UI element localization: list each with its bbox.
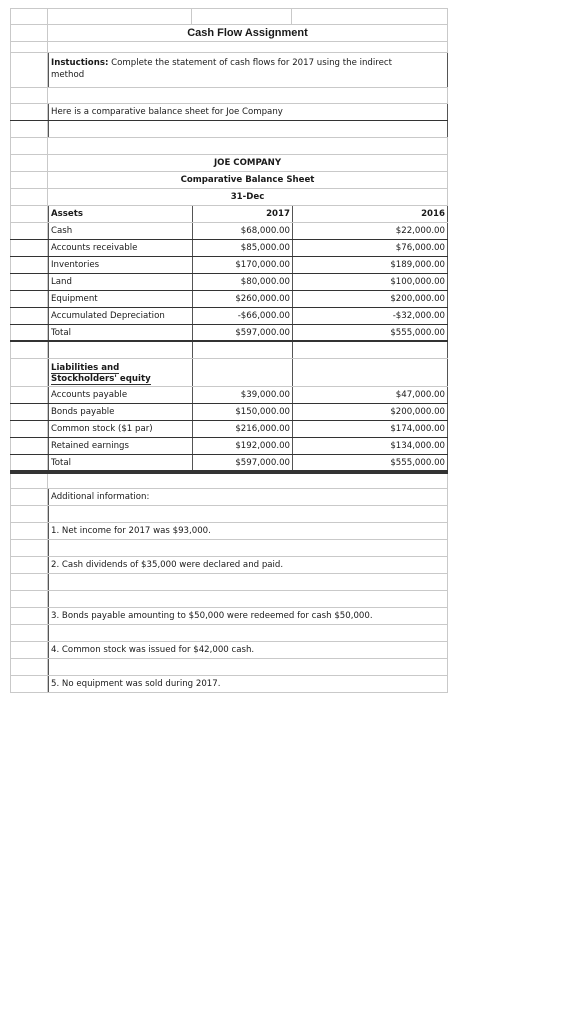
table-row — [10, 291, 448, 308]
additional-item-row — [10, 642, 448, 659]
additional-header-row — [10, 489, 448, 506]
intro-cell[interactable]: Here is a comparative balance sheet for Joe Company — [48, 104, 448, 120]
liabilities-header[interactable] — [48, 359, 192, 386]
value-2016[interactable]: $555,000.00 — [292, 325, 448, 340]
table-row — [10, 240, 448, 257]
total-row — [10, 325, 448, 342]
intro-row — [10, 104, 448, 121]
empty-row — [10, 506, 448, 523]
row-header-cell[interactable] — [10, 474, 48, 488]
row-header-cell[interactable] — [10, 138, 48, 154]
empty-row — [10, 591, 448, 608]
instructions-text: Complete the statement of cash flows for 2017 using the indirect — [108, 58, 392, 68]
row-header-cell[interactable] — [10, 121, 48, 137]
page-title: Cash Flow Assignment — [48, 25, 448, 41]
instructions-label: Instuctions: — [51, 58, 109, 68]
row-label[interactable]: Equipment — [48, 291, 192, 307]
sheet-title-row — [10, 172, 448, 189]
row-header-cell[interactable] — [10, 240, 48, 256]
value-2017[interactable]: $216,000.00 — [192, 421, 292, 437]
additional-item[interactable]: 5. No equipment was sold during 2017. — [48, 676, 448, 692]
additional-item-row — [10, 557, 448, 574]
empty-row — [10, 472, 448, 489]
cell[interactable] — [192, 342, 292, 358]
value-2017[interactable]: $39,000.00 — [192, 387, 292, 403]
value-2016[interactable]: $555,000.00 — [292, 455, 448, 470]
row-header-cell[interactable] — [10, 189, 48, 205]
row-label[interactable]: Total — [48, 455, 192, 470]
row-header-cell[interactable] — [10, 274, 48, 290]
empty-row — [10, 87, 448, 104]
additional-item[interactable]: 2. Cash dividends of $35,000 were declared and paid. — [48, 557, 448, 573]
row-header-cell[interactable] — [10, 42, 48, 52]
cell[interactable] — [48, 42, 448, 52]
additional-item-row — [10, 608, 448, 625]
cell[interactable] — [48, 591, 448, 607]
row-label[interactable]: Cash — [48, 223, 192, 239]
row-header-cell[interactable] — [10, 155, 48, 171]
row-header-cell[interactable] — [10, 9, 48, 24]
value-2017[interactable]: $597,000.00 — [192, 325, 292, 340]
row-header-cell[interactable] — [10, 659, 48, 675]
table-row — [10, 257, 448, 274]
cell[interactable] — [48, 474, 448, 488]
value-2016[interactable]: $47,000.00 — [292, 387, 448, 403]
year-2016-header[interactable]: 2016 — [292, 206, 448, 222]
table-row — [10, 223, 448, 240]
total-row — [10, 455, 448, 472]
row-label[interactable]: Land — [48, 274, 192, 290]
additional-header[interactable]: Additional information: — [48, 489, 448, 505]
row-header-cell[interactable] — [10, 404, 48, 420]
row-header-cell[interactable] — [10, 88, 48, 103]
value-2017[interactable]: -$66,000.00 — [192, 308, 292, 324]
value-2017[interactable]: $80,000.00 — [192, 274, 292, 290]
value-2017[interactable]: $150,000.00 — [192, 404, 292, 420]
row-header-cell[interactable] — [10, 104, 48, 120]
row-header-cell[interactable] — [10, 489, 48, 505]
title-row — [10, 25, 448, 42]
cell[interactable] — [192, 9, 292, 24]
assets-header-row — [10, 206, 448, 223]
row-header-cell[interactable] — [10, 25, 48, 41]
row-label[interactable]: Inventories — [48, 257, 192, 273]
row-header-cell[interactable] — [10, 625, 48, 641]
cell[interactable] — [48, 625, 448, 641]
row-header-cell[interactable] — [10, 591, 48, 607]
value-2016[interactable]: -$32,000.00 — [292, 308, 448, 324]
cell[interactable] — [292, 359, 448, 386]
value-2017[interactable]: $192,000.00 — [192, 438, 292, 454]
row-label[interactable]: Common stock ($1 par) — [48, 421, 192, 437]
additional-item-row — [10, 676, 448, 693]
company-row — [10, 155, 448, 172]
cell[interactable] — [48, 659, 448, 675]
year-2017-header[interactable]: 2017 — [192, 206, 292, 222]
row-header-cell[interactable] — [10, 325, 48, 340]
table-row — [10, 421, 448, 438]
empty-row — [10, 121, 448, 138]
cell[interactable] — [292, 9, 448, 24]
additional-item[interactable]: 3. Bonds payable amounting to $50,000 were redeemed for cash $50,000. — [48, 608, 448, 624]
row-header-cell[interactable] — [10, 608, 48, 624]
row-label[interactable]: Retained earnings — [48, 438, 192, 454]
row-header-cell[interactable] — [10, 172, 48, 188]
row-header-cell[interactable] — [10, 438, 48, 454]
cell[interactable] — [48, 506, 448, 522]
value-2017[interactable]: $260,000.00 — [192, 291, 292, 307]
row-header-cell[interactable] — [10, 291, 48, 307]
row-header-cell[interactable] — [10, 223, 48, 239]
additional-item-row — [10, 523, 448, 540]
spreadsheet — [10, 8, 448, 693]
cell[interactable] — [48, 342, 192, 358]
value-2017[interactable]: $68,000.00 — [192, 223, 292, 239]
value-2016[interactable]: $189,000.00 — [292, 257, 448, 273]
table-row — [10, 438, 448, 455]
value-2016[interactable]: $200,000.00 — [292, 291, 448, 307]
row-label[interactable]: Total — [48, 325, 192, 340]
row-header-cell[interactable] — [10, 557, 48, 573]
value-2017[interactable]: $85,000.00 — [192, 240, 292, 256]
liabilities-header-line2: Stockholders' equity — [51, 374, 151, 384]
cell[interactable] — [48, 574, 448, 590]
row-header-cell[interactable] — [10, 506, 48, 522]
empty-row — [10, 42, 448, 53]
row-header-cell[interactable] — [10, 676, 48, 692]
empty-row — [10, 625, 448, 642]
date-row — [10, 189, 448, 206]
row-label[interactable]: Bonds payable — [48, 404, 192, 420]
row-header-cell[interactable] — [10, 387, 48, 403]
cell[interactable] — [48, 138, 448, 154]
value-2016[interactable]: $134,000.00 — [292, 438, 448, 454]
additional-item[interactable]: 1. Net income for 2017 was $93,000. — [48, 523, 448, 539]
empty-row — [10, 8, 448, 25]
row-header-cell[interactable] — [10, 421, 48, 437]
table-row — [10, 404, 448, 421]
empty-row — [10, 138, 448, 155]
cell[interactable] — [292, 342, 448, 358]
value-2016[interactable]: $22,000.00 — [292, 223, 448, 239]
row-label[interactable]: Accounts receivable — [48, 240, 192, 256]
row-header-cell[interactable] — [10, 342, 48, 358]
assets-header[interactable]: Assets — [48, 206, 192, 222]
row-header-cell[interactable] — [10, 257, 48, 273]
value-2017[interactable]: $597,000.00 — [192, 455, 292, 470]
cell[interactable] — [48, 121, 448, 137]
row-label[interactable]: Accounts payable — [48, 387, 192, 403]
row-header-cell[interactable] — [10, 206, 48, 222]
value-2017[interactable]: $170,000.00 — [192, 257, 292, 273]
empty-row — [10, 574, 448, 591]
liabilities-header-line1: Liabilities and — [51, 363, 120, 373]
empty-row — [10, 342, 448, 359]
value-2016[interactable]: $76,000.00 — [292, 240, 448, 256]
company-name: JOE COMPANY — [48, 155, 448, 171]
cell[interactable] — [192, 359, 292, 386]
sheet-date: 31-Dec — [48, 189, 448, 205]
table-row — [10, 308, 448, 325]
additional-item[interactable]: 4. Common stock was issued for $42,000 cash. — [48, 642, 448, 658]
row-header-cell[interactable] — [10, 53, 48, 87]
table-row — [10, 387, 448, 404]
empty-row — [10, 659, 448, 676]
liabilities-header-row — [10, 359, 448, 387]
row-header-cell[interactable] — [10, 574, 48, 590]
cell[interactable] — [48, 88, 448, 103]
value-2016[interactable]: $200,000.00 — [292, 404, 448, 420]
empty-row — [10, 540, 448, 557]
row-header-cell[interactable] — [10, 308, 48, 324]
value-2016[interactable]: $100,000.00 — [292, 274, 448, 290]
row-header-cell[interactable] — [10, 642, 48, 658]
instructions-text-2: method — [51, 70, 85, 80]
value-2016[interactable]: $174,000.00 — [292, 421, 448, 437]
row-header-cell[interactable] — [10, 359, 48, 386]
instructions-cell[interactable] — [48, 53, 448, 87]
instructions-row — [10, 53, 448, 87]
row-header-cell[interactable] — [10, 523, 48, 539]
row-header-cell[interactable] — [10, 540, 48, 556]
row-header-cell[interactable] — [10, 455, 48, 470]
table-row — [10, 274, 448, 291]
cell[interactable] — [48, 9, 192, 24]
cell[interactable] — [48, 540, 448, 556]
row-label[interactable]: Accumulated Depreciation — [48, 308, 192, 324]
sheet-title: Comparative Balance Sheet — [48, 172, 448, 188]
